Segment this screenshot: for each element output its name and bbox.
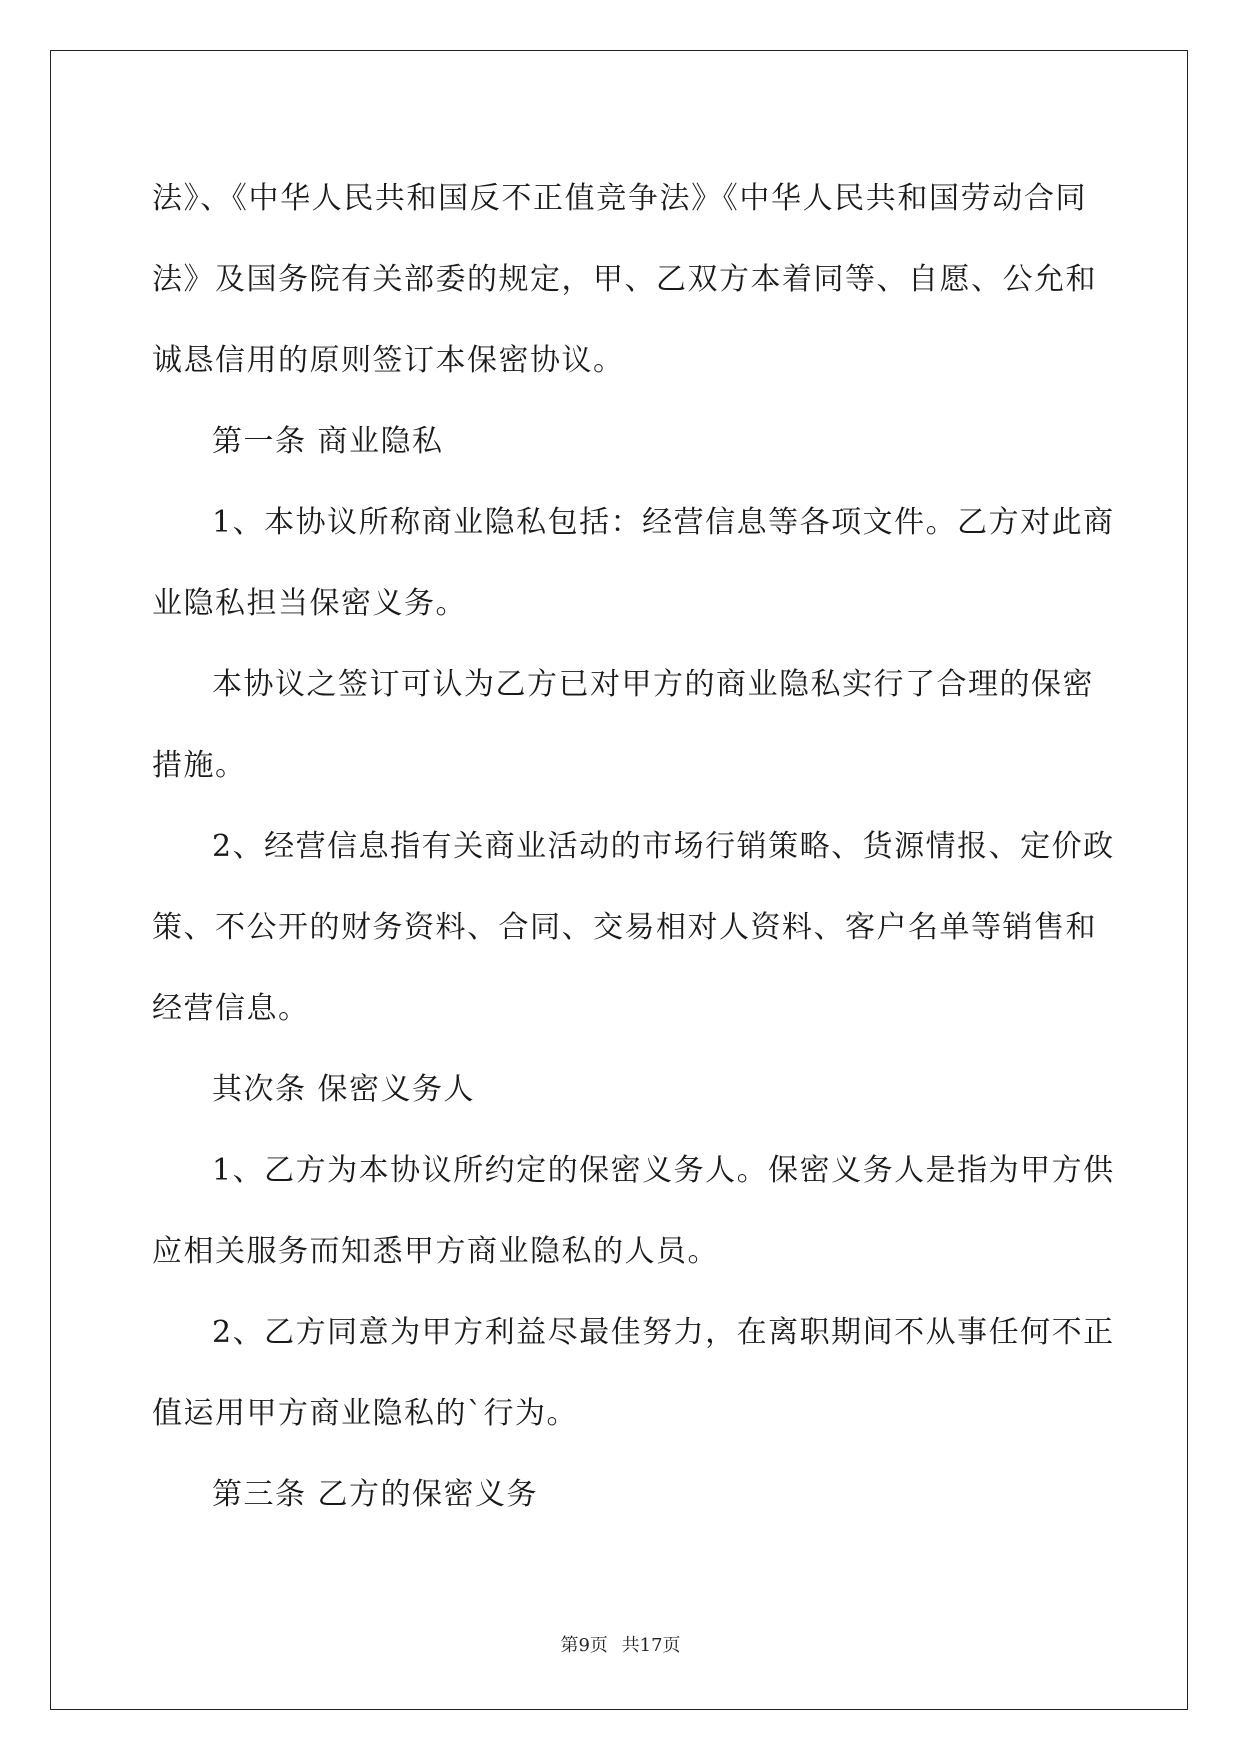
text-line: 经营信息。 [152,991,310,1026]
text-line: 措施。 [152,748,247,783]
text-line: 值运用甲方商业隐私的`行为。 [152,1396,578,1431]
text-line: 2、经营信息指有关商业活动的市场行销策略、货源情报、定价政 [212,829,1115,864]
page-total: 共17页 [621,1635,681,1656]
text-line: 法》、《中华人民共和国反不正值竞争法》《中华人民共和国劳动合同 [152,181,1087,216]
text-line: 1、乙方为本协议所约定的保密义务人。保密义务人是指为甲方供 [212,1153,1115,1188]
text-line: 本协议之签订可认为乙方已对甲方的商业隐私实行了合理的保密 [212,667,1094,702]
text-line: 诚恳信用的原则签订本保密协议。 [152,343,625,378]
text-line: 2、乙方同意为甲方利益尽最佳努力，在离职期间不从事任何不正 [212,1315,1115,1350]
text-line: 策、不公开的财务资料、合同、交易相对人资料、客户名单等销售和 [152,910,1097,945]
text-line: 1、本协议所称商业隐私包括：经营信息等各项文件。乙方对此商 [212,505,1115,540]
page-footer [0,1631,1241,1657]
text-line: 应相关服务而知悉甲方商业隐私的人员。 [152,1234,719,1269]
page-number: 第9页 [560,1635,608,1656]
text-line: 业隐私担当保密义务。 [152,586,467,621]
section-heading: 其次条 保密义务人 [212,1072,476,1107]
section-heading: 第一条 商业隐私 [212,424,444,459]
text-line: 法》及国务院有关部委的规定，甲、乙双方本着同等、自愿、公允和 [152,262,1097,297]
document-body [152,158,1115,1535]
section-heading: 第三条 乙方的保密义务 [212,1477,539,1512]
